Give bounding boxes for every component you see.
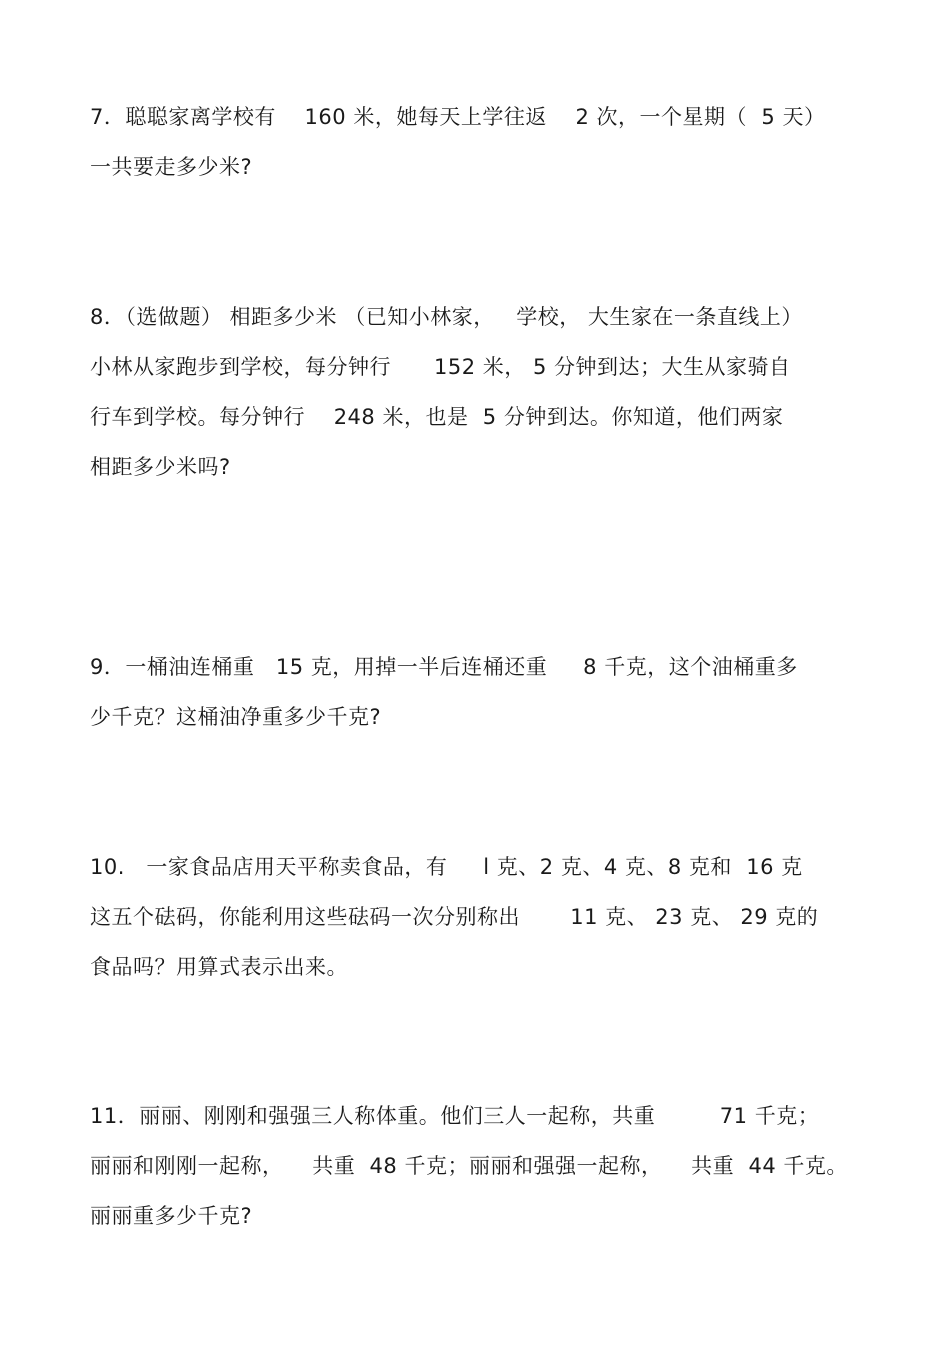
problem-10-line-1: 10. 一家食品店用天平称卖食品，有 l 克、2 克、4 克、8 克和 16 克 (90, 855, 803, 879)
problem-8-line-3: 行车到学校。每分钟行 248 米，也是 5 分钟到达。你知道，他们两家 (90, 405, 784, 429)
problem-7-line-2: 一共要走多少米? (90, 155, 253, 179)
problem-9-line-1: 9．一桶油连桶重 15 克，用掉一半后连桶还重 8 千克，这个油桶重多 (90, 655, 798, 679)
problem-8-line-2: 小林从家跑步到学校，每分钟行 152 米， 5 分钟到达；大生从家骑自 (90, 355, 791, 379)
problem-10-line-3: 食品吗？用算式表示出来。 (90, 955, 348, 979)
problem-11-line-1: 11．丽丽、刚刚和强强三人称体重。他们三人一起称，共重 71 千克； (90, 1104, 820, 1128)
problem-8-line-1: 8．（选做题） 相距多少米 （已知小林家， 学校， 大生家在一条直线上） (90, 305, 803, 329)
problem-9-line-2: 少千克？这桶油净重多少千克? (90, 705, 382, 729)
problem-8-line-4: 相距多少米吗? (90, 455, 231, 479)
problem-7-line-1: 7．聪聪家离学校有 160 米，她每天上学往返 2 次，一个星期（ 5 天） (90, 105, 826, 129)
problem-11-line-2: 丽丽和刚刚一起称， 共重 48 千克；丽丽和强强一起称， 共重 44 千克。 (90, 1154, 848, 1178)
problem-10-line-2: 这五个砝码，你能利用这些砝码一次分别称出 11 克、 23 克、 29 克的 (90, 905, 819, 929)
problem-11-line-3: 丽丽重多少千克? (90, 1204, 253, 1228)
